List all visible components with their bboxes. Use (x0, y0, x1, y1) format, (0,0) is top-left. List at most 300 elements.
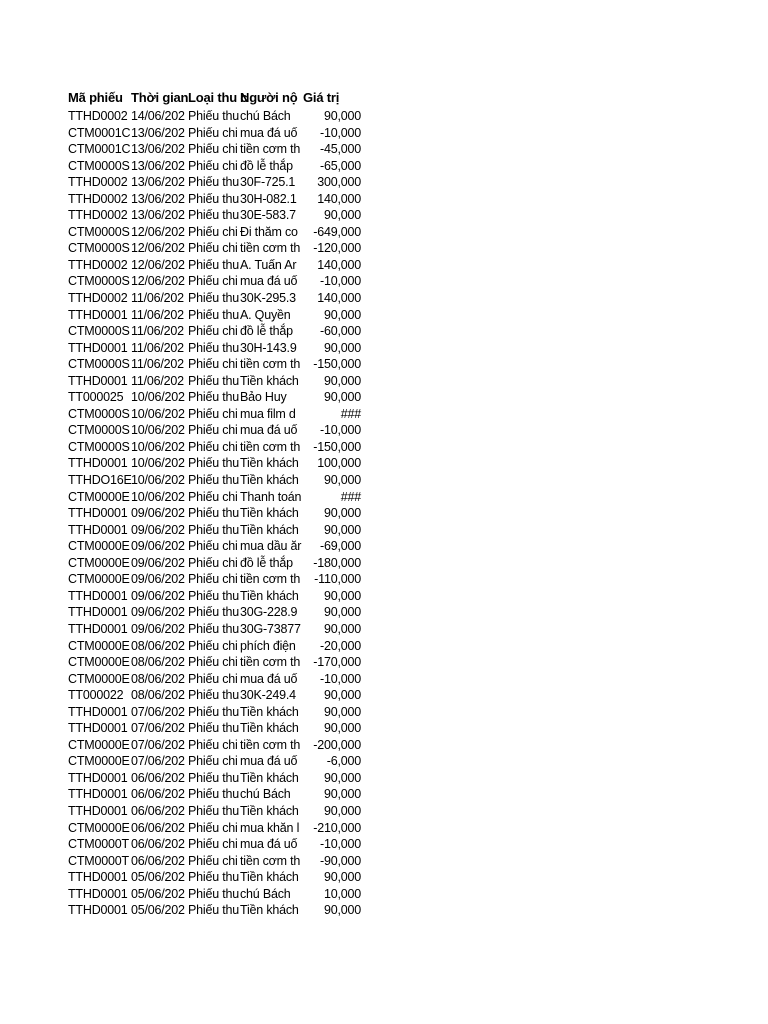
cell-gia-tri: -60,000 (320, 324, 361, 339)
cell-ma-phieu: CTM0000E (68, 754, 130, 769)
table-row (68, 439, 364, 456)
header-ma-phieu: Mã phiếu (68, 90, 123, 105)
cell-ma-phieu: CTM0000S (68, 439, 130, 454)
table-row (68, 406, 364, 423)
cell-loai-thu-chi: Phiếu thu (188, 506, 240, 521)
cell-ma-phieu: CTM0001C (68, 125, 131, 140)
table-row (68, 422, 364, 439)
cell-gia-tri: -210,000 (313, 820, 361, 835)
cell-ma-phieu: CTM0000E (68, 572, 130, 587)
cell-thoi-gian: 08/06/202 (131, 688, 185, 703)
cell-gia-tri: -170,000 (313, 655, 361, 670)
table-row (68, 207, 364, 224)
cell-nguoi-nop: Tiền khách (240, 704, 299, 719)
cell-ma-phieu: TTHD0001 (68, 721, 128, 736)
cell-ma-phieu: CTM0000E (68, 820, 130, 835)
cell-thoi-gian: 11/06/202 (131, 357, 184, 372)
cell-thoi-gian: 10/06/202 (131, 456, 185, 471)
cell-gia-tri: -10,000 (320, 837, 361, 852)
table-row (68, 604, 364, 621)
cell-ma-phieu: TTHD0001 (68, 340, 128, 355)
cell-nguoi-nop: tiền cơm th (240, 142, 301, 157)
cell-loai-thu-chi: Phiếu thu (188, 191, 240, 206)
cell-nguoi-nop: tiền cơm th (240, 737, 301, 752)
cell-thoi-gian: 06/06/202 (131, 787, 185, 802)
cell-ma-phieu: CTM0000S (68, 241, 130, 256)
cell-ma-phieu: CTM0000S (68, 274, 130, 289)
table-row (68, 489, 364, 506)
cell-loai-thu-chi: Phiếu thu (188, 340, 240, 355)
cell-loai-thu-chi: Phiếu chi (188, 655, 238, 670)
cell-ma-phieu: CTM0000E (68, 489, 130, 504)
cell-gia-tri: -110,000 (314, 572, 361, 587)
cell-ma-phieu: TTHD0001 (68, 456, 128, 471)
table-row (68, 886, 364, 903)
cell-loai-thu-chi: Phiếu thu (188, 291, 240, 306)
cell-ma-phieu: TTHD0002 (68, 109, 128, 123)
cell-loai-thu-chi: Phiếu thu (188, 803, 240, 818)
table-row (68, 505, 364, 522)
cell-ma-phieu: CTM0000S (68, 357, 130, 372)
cell-ma-phieu: CTM0000S (68, 158, 130, 173)
cell-gia-tri: -10,000 (320, 274, 361, 289)
cell-thoi-gian: 13/06/202 (131, 175, 185, 190)
header-loai-thu-chi: Loại thu c (188, 90, 248, 105)
cell-ma-phieu: TTHD0001 (68, 588, 128, 603)
cell-gia-tri: -10,000 (320, 423, 361, 438)
table-row (68, 191, 364, 208)
cell-thoi-gian: 13/06/202 (131, 142, 185, 157)
cell-loai-thu-chi: Phiếu chi (188, 489, 238, 504)
cell-ma-phieu: TTHDO16E (68, 473, 132, 488)
cell-gia-tri: 90,000 (323, 208, 361, 223)
cell-thoi-gian: 07/06/202 (131, 737, 185, 752)
cell-nguoi-nop: mua film d (240, 406, 296, 421)
cell-gia-tri: 90,000 (323, 903, 361, 918)
cell-gia-tri: -120,000 (313, 241, 361, 256)
cell-gia-tri: 90,000 (323, 588, 361, 603)
table-row (68, 753, 364, 770)
cell-thoi-gian: 09/06/202 (131, 555, 185, 570)
cell-gia-tri: -649,000 (313, 224, 361, 239)
cell-ma-phieu: CTM0000E (68, 638, 130, 653)
cell-gia-tri: -180,000 (313, 555, 361, 570)
table-row (68, 472, 364, 489)
cell-gia-tri: 90,000 (323, 621, 361, 636)
cell-nguoi-nop: mua đá uố (240, 754, 298, 769)
cell-loai-thu-chi: Phiếu thu (188, 456, 240, 471)
cell-gia-tri: 90,000 (323, 870, 361, 885)
cell-gia-tri: 90,000 (323, 605, 361, 620)
cell-nguoi-nop: A. Tuấn Ar (240, 257, 297, 272)
cell-loai-thu-chi: Phiếu thu (188, 257, 240, 272)
cell-ma-phieu: CTM0000S (68, 406, 130, 421)
cell-nguoi-nop: mua đá uố (240, 125, 298, 140)
cell-nguoi-nop: 30G-73877 (240, 621, 301, 636)
cell-nguoi-nop: Bảo Huy (240, 390, 287, 405)
cell-thoi-gian: 12/06/202 (131, 257, 185, 272)
cell-ma-phieu: TTHD0001 (68, 506, 128, 521)
cell-loai-thu-chi: Phiếu thu (188, 175, 240, 190)
table-row (68, 737, 364, 754)
cell-gia-tri: 90,000 (323, 704, 361, 719)
table-row (68, 240, 364, 257)
cell-thoi-gian: 11/06/202 (131, 324, 184, 339)
table-row (68, 340, 364, 357)
cell-loai-thu-chi: Phiếu thu (188, 704, 240, 719)
cell-gia-tri: 90,000 (323, 373, 361, 388)
cell-ma-phieu: TTHD0001 (68, 373, 128, 388)
cell-thoi-gian: 05/06/202 (131, 886, 185, 901)
cell-ma-phieu: CTM0000T (68, 853, 129, 868)
cell-thoi-gian: 12/06/202 (131, 224, 185, 239)
cell-nguoi-nop: mua đá uố (240, 837, 298, 852)
table-row (68, 853, 364, 870)
cell-loai-thu-chi: Phiếu chi (188, 224, 238, 239)
cell-loai-thu-chi: Phiếu thu (188, 903, 240, 918)
cell-loai-thu-chi: Phiếu thu (188, 390, 240, 405)
table-row (68, 141, 364, 158)
cell-loai-thu-chi: Phiếu chi (188, 142, 238, 157)
cell-thoi-gian: 07/06/202 (131, 704, 185, 719)
cell-gia-tri: 90,000 (323, 688, 361, 703)
cell-ma-phieu: TT000022 (68, 688, 124, 703)
cell-nguoi-nop: Tiền khách (240, 473, 299, 488)
cell-gia-tri: ### (340, 406, 361, 421)
cell-ma-phieu: TTHD0001 (68, 522, 128, 537)
cell-loai-thu-chi: Phiếu thu (188, 721, 240, 736)
table-row (68, 786, 364, 803)
header-row (68, 88, 364, 108)
table-row (68, 869, 364, 886)
cell-gia-tri: 90,000 (323, 473, 361, 488)
cell-thoi-gian: 06/06/202 (131, 853, 185, 868)
cell-loai-thu-chi: Phiếu thu (188, 109, 240, 123)
cell-loai-thu-chi: Phiếu chi (188, 406, 238, 421)
cell-gia-tri: 90,000 (323, 522, 361, 537)
cell-loai-thu-chi: Phiếu chi (188, 324, 238, 339)
cell-gia-tri: -90,000 (320, 853, 361, 868)
cell-gia-tri: 90,000 (323, 109, 361, 123)
cell-thoi-gian: 09/06/202 (131, 588, 185, 603)
cell-thoi-gian: 06/06/202 (131, 820, 185, 835)
cell-loai-thu-chi: Phiếu chi (188, 125, 238, 140)
cell-nguoi-nop: mua dầu ăr (240, 539, 302, 554)
cell-loai-thu-chi: Phiếu chi (188, 638, 238, 653)
cell-nguoi-nop: đồ lễ thắp (240, 158, 293, 173)
cell-gia-tri: -6,000 (326, 754, 361, 769)
cell-ma-phieu: TTHD0002 (68, 257, 128, 272)
cell-nguoi-nop: Tiền khách (240, 506, 299, 521)
cell-nguoi-nop: 30K-249.4 (240, 688, 296, 703)
cell-loai-thu-chi: Phiếu chi (188, 837, 238, 852)
cell-gia-tri: 140,000 (317, 291, 361, 306)
cell-ma-phieu: TTHD0002 (68, 175, 128, 190)
cell-gia-tri: ### (340, 489, 361, 504)
cell-ma-phieu: CTM0000E (68, 737, 130, 752)
table-row (68, 290, 364, 307)
table-row (68, 803, 364, 820)
cell-loai-thu-chi: Phiếu chi (188, 820, 238, 835)
cell-nguoi-nop: Tiền khách (240, 770, 299, 785)
cell-ma-phieu: TTHD0001 (68, 307, 128, 322)
cell-nguoi-nop: 30K-295.3 (240, 291, 296, 306)
cell-gia-tri: -10,000 (320, 671, 361, 686)
cell-ma-phieu: CTM0001C (68, 142, 131, 157)
cell-nguoi-nop: Thanh toán (240, 489, 302, 504)
cell-ma-phieu: TTHD0002 (68, 191, 128, 206)
cell-nguoi-nop: mua khăn l (240, 820, 300, 835)
cell-loai-thu-chi: Phiếu chi (188, 439, 238, 454)
cell-thoi-gian: 07/06/202 (131, 721, 185, 736)
cell-gia-tri: 90,000 (323, 506, 361, 521)
cell-nguoi-nop: 30E-583.7 (240, 208, 296, 223)
cell-nguoi-nop: phích điện (240, 638, 296, 653)
cell-thoi-gian: 06/06/202 (131, 770, 185, 785)
cell-loai-thu-chi: Phiếu thu (188, 373, 240, 388)
cell-thoi-gian: 06/06/202 (131, 837, 185, 852)
cell-loai-thu-chi: Phiếu thu (188, 605, 240, 620)
cell-nguoi-nop: tiền cơm th (240, 357, 301, 372)
cell-nguoi-nop: 30F-725.1 (240, 175, 296, 190)
table-row (68, 522, 364, 539)
cell-thoi-gian: 08/06/202 (131, 638, 185, 653)
cell-gia-tri: -150,000 (313, 439, 361, 454)
cell-loai-thu-chi: Phiếu chi (188, 158, 238, 173)
cell-ma-phieu: TTHD0001 (68, 870, 128, 885)
cell-ma-phieu: CTM0000E (68, 671, 130, 686)
cell-ma-phieu: TTHD0001 (68, 787, 128, 802)
cell-thoi-gian: 09/06/202 (131, 506, 185, 521)
cell-thoi-gian: 14/06/202 (131, 109, 185, 123)
cell-loai-thu-chi: Phiếu thu (188, 208, 240, 223)
cell-ma-phieu: CTM0000E (68, 655, 130, 670)
cell-thoi-gian: 13/06/202 (131, 125, 185, 140)
cell-thoi-gian: 11/06/202 (131, 373, 184, 388)
cell-nguoi-nop: 30H-082.1 (240, 191, 297, 206)
table-row (68, 373, 364, 390)
table-row (68, 571, 364, 588)
cell-loai-thu-chi: Phiếu chi (188, 539, 238, 554)
cell-loai-thu-chi: Phiếu chi (188, 737, 238, 752)
cell-loai-thu-chi: Phiếu thu (188, 770, 240, 785)
cell-gia-tri: -150,000 (313, 357, 361, 372)
cell-loai-thu-chi: Phiếu chi (188, 671, 238, 686)
cell-thoi-gian: 13/06/202 (131, 191, 185, 206)
cell-gia-tri: 90,000 (323, 787, 361, 802)
cell-gia-tri: 90,000 (323, 803, 361, 818)
cell-nguoi-nop: tiền cơm th (240, 241, 301, 256)
cell-ma-phieu: TTHD0002 (68, 291, 128, 306)
cell-loai-thu-chi: Phiếu chi (188, 357, 238, 372)
table-row (68, 323, 364, 340)
cell-gia-tri: -20,000 (320, 638, 361, 653)
cell-gia-tri: -69,000 (320, 539, 361, 554)
cell-nguoi-nop: mua đá uố (240, 423, 298, 438)
table-row (68, 307, 364, 324)
cell-gia-tri: -45,000 (320, 142, 361, 157)
table-row (68, 273, 364, 290)
cell-nguoi-nop: Tiền khách (240, 803, 299, 818)
header-nguoi-nop: Người nộ (240, 90, 298, 105)
cell-thoi-gian: 12/06/202 (131, 274, 185, 289)
table-row (68, 538, 364, 555)
cell-loai-thu-chi: Phiếu thu (188, 870, 240, 885)
cell-nguoi-nop: tiền cơm th (240, 853, 301, 868)
cell-nguoi-nop: 30H-143.9 (240, 340, 297, 355)
cell-gia-tri: 90,000 (323, 307, 361, 322)
cell-loai-thu-chi: Phiếu thu (188, 688, 240, 703)
cell-thoi-gian: 13/06/202 (131, 208, 185, 223)
cell-nguoi-nop: đồ lễ thắp (240, 324, 293, 339)
table-row (68, 389, 364, 406)
cell-ma-phieu: TTHD0001 (68, 886, 128, 901)
cell-loai-thu-chi: Phiếu chi (188, 572, 238, 587)
table-row (68, 902, 364, 919)
cell-nguoi-nop: chú Bách (240, 109, 291, 123)
cell-thoi-gian: 09/06/202 (131, 539, 185, 554)
cell-thoi-gian: 05/06/202 (131, 903, 185, 918)
cell-nguoi-nop: Tiền khách (240, 903, 299, 918)
cell-loai-thu-chi: Phiếu thu (188, 307, 240, 322)
cell-gia-tri: 90,000 (323, 770, 361, 785)
header-gia-tri: Giá trị (303, 90, 340, 105)
cell-gia-tri: 140,000 (317, 191, 361, 206)
cell-thoi-gian: 13/06/202 (131, 158, 185, 173)
cell-loai-thu-chi: Phiếu thu (188, 473, 240, 488)
cell-thoi-gian: 10/06/202 (131, 423, 185, 438)
cell-ma-phieu: TTHD0001 (68, 605, 128, 620)
cell-nguoi-nop: mua đá uố (240, 274, 298, 289)
table-row (68, 108, 364, 125)
cell-gia-tri: 100,000 (317, 456, 361, 471)
table-row (68, 588, 364, 605)
cell-gia-tri: 90,000 (323, 340, 361, 355)
cell-nguoi-nop: Đi thăm co (240, 224, 298, 239)
cell-nguoi-nop: đồ lễ thắp (240, 555, 293, 570)
cell-thoi-gian: 10/06/202 (131, 390, 185, 405)
table-row (68, 770, 364, 787)
cell-thoi-gian: 06/06/202 (131, 803, 185, 818)
cell-thoi-gian: 09/06/202 (131, 621, 185, 636)
cell-ma-phieu: CTM0000S (68, 324, 130, 339)
cell-thoi-gian: 11/06/202 (131, 291, 184, 306)
cell-gia-tri: -10,000 (320, 125, 361, 140)
cell-loai-thu-chi: Phiếu thu (188, 787, 240, 802)
cell-nguoi-nop: tiền cơm th (240, 439, 301, 454)
cell-loai-thu-chi: Phiếu chi (188, 754, 238, 769)
spreadsheet-table (68, 88, 364, 919)
table-row (68, 820, 364, 837)
header-thoi-gian: Thời gian (131, 90, 189, 105)
table-row (68, 125, 364, 142)
cell-loai-thu-chi: Phiếu chi (188, 423, 238, 438)
cell-ma-phieu: TTHD0001 (68, 803, 128, 818)
cell-thoi-gian: 08/06/202 (131, 671, 185, 686)
cell-ma-phieu: TTHD0001 (68, 704, 128, 719)
cell-loai-thu-chi: Phiếu thu (188, 621, 240, 636)
cell-loai-thu-chi: Phiếu chi (188, 853, 238, 868)
cell-loai-thu-chi: Phiếu thu (188, 886, 240, 901)
cell-gia-tri: 90,000 (323, 721, 361, 736)
cell-ma-phieu: CTM0000S (68, 224, 130, 239)
table-row (68, 356, 364, 373)
cell-loai-thu-chi: Phiếu chi (188, 241, 238, 256)
cell-gia-tri: -200,000 (313, 737, 361, 752)
cell-gia-tri: 90,000 (323, 390, 361, 405)
table-row (68, 720, 364, 737)
cell-gia-tri: -65,000 (320, 158, 361, 173)
cell-nguoi-nop: chú Bách (240, 787, 291, 802)
cell-ma-phieu: CTM0000S (68, 423, 130, 438)
table-body (68, 108, 364, 919)
cell-loai-thu-chi: Phiếu chi (188, 555, 238, 570)
cell-loai-thu-chi: Phiếu chi (188, 274, 238, 289)
cell-thoi-gian: 09/06/202 (131, 572, 185, 587)
cell-thoi-gian: 08/06/202 (131, 655, 185, 670)
cell-nguoi-nop: Tiền khách (240, 588, 299, 603)
table-row (68, 654, 364, 671)
cell-nguoi-nop: Tiền khách (240, 721, 299, 736)
cell-gia-tri: 300,000 (317, 175, 361, 190)
cell-nguoi-nop: A. Quyền (240, 307, 291, 322)
cell-nguoi-nop: tiền cơm th (240, 655, 301, 670)
table-row (68, 455, 364, 472)
cell-nguoi-nop: Tiền khách (240, 456, 299, 471)
cell-gia-tri: 140,000 (317, 257, 361, 272)
table-row (68, 671, 364, 688)
cell-thoi-gian: 11/06/202 (131, 307, 184, 322)
cell-nguoi-nop: Tiền khách (240, 870, 299, 885)
cell-nguoi-nop: chú Bách (240, 886, 291, 901)
cell-thoi-gian: 10/06/202 (131, 439, 185, 454)
cell-ma-phieu: TT000025 (68, 390, 124, 405)
table-row (68, 158, 364, 175)
cell-ma-phieu: TTHD0001 (68, 621, 128, 636)
cell-nguoi-nop: tiền cơm th (240, 572, 301, 587)
cell-ma-phieu: TTHD0001 (68, 903, 128, 918)
cell-gia-tri: 10,000 (323, 886, 361, 901)
table-row (68, 704, 364, 721)
cell-thoi-gian: 07/06/202 (131, 754, 185, 769)
cell-thoi-gian: 05/06/202 (131, 870, 185, 885)
table-row (68, 555, 364, 572)
cell-ma-phieu: CTM0000E (68, 555, 130, 570)
table-row (68, 174, 364, 191)
cell-thoi-gian: 09/06/202 (131, 522, 185, 537)
cell-nguoi-nop: 30G-228.9 (240, 605, 298, 620)
cell-ma-phieu: TTHD0002 (68, 208, 128, 223)
table-row (68, 638, 364, 655)
cell-ma-phieu: TTHD0001 (68, 770, 128, 785)
table-row (68, 836, 364, 853)
cell-ma-phieu: CTM0000T (68, 837, 129, 852)
cell-thoi-gian: 12/06/202 (131, 241, 185, 256)
cell-thoi-gian: 10/06/202 (131, 489, 185, 504)
cell-thoi-gian: 10/06/202 (131, 473, 185, 488)
cell-ma-phieu: CTM0000E (68, 539, 130, 554)
cell-nguoi-nop: mua đá uố (240, 671, 298, 686)
table-row (68, 687, 364, 704)
cell-loai-thu-chi: Phiếu thu (188, 588, 240, 603)
cell-loai-thu-chi: Phiếu thu (188, 522, 240, 537)
cell-nguoi-nop: Tiền khách (240, 373, 299, 388)
cell-nguoi-nop: Tiền khách (240, 522, 299, 537)
cell-thoi-gian: 11/06/202 (131, 340, 184, 355)
table-row (68, 257, 364, 274)
table-row (68, 224, 364, 241)
table-row (68, 621, 364, 638)
